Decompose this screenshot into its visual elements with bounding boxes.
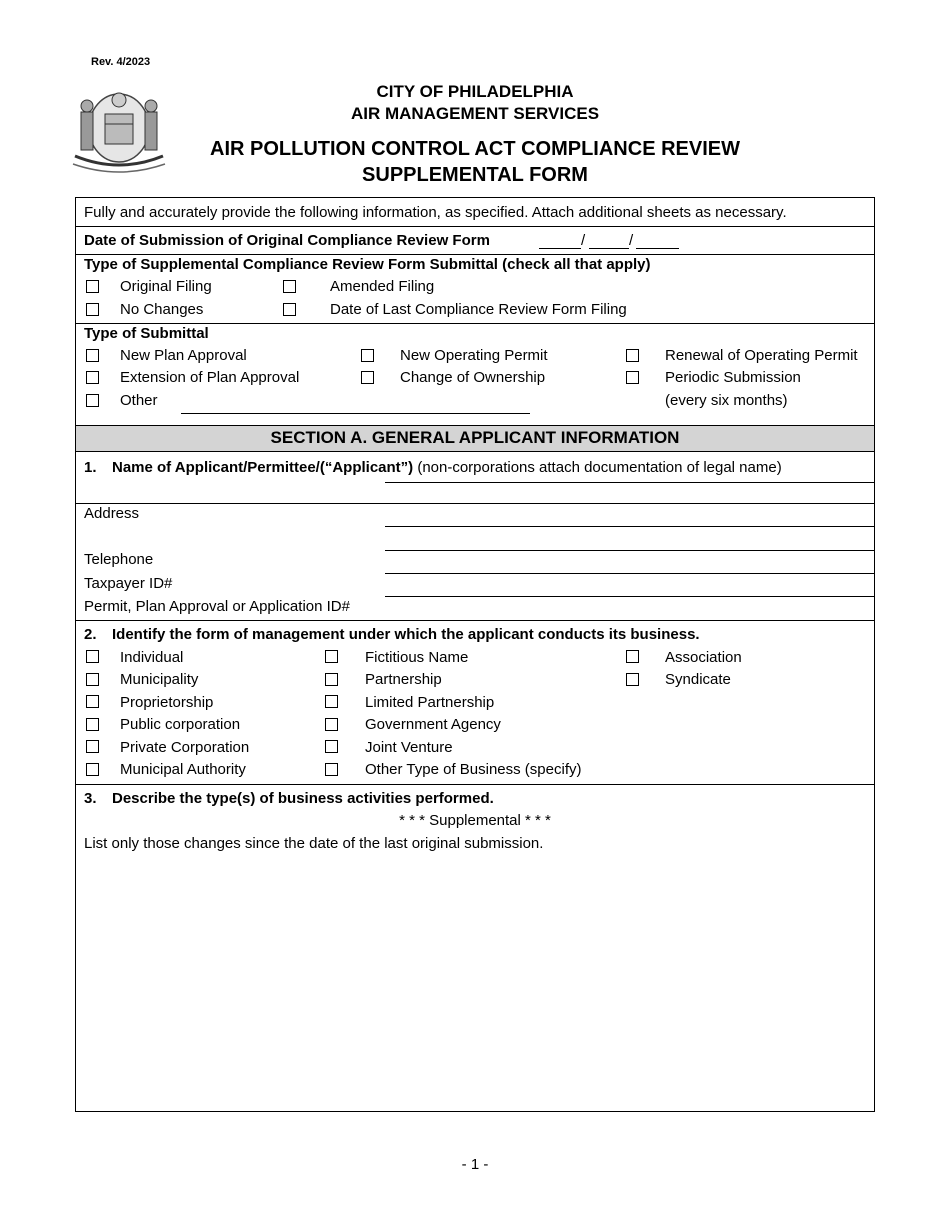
address-label: Address [84,505,140,522]
city-name: CITY OF PHILADELPHIA [376,82,574,101]
amended-filing-label: Amended Filing [330,278,435,295]
date-last-filing-checkbox[interactable] [283,303,296,316]
other-business-checkbox[interactable] [325,763,338,776]
address-line-2-field[interactable] [385,550,874,551]
municipality-checkbox[interactable] [86,673,99,686]
amended-filing-checkbox[interactable] [283,280,296,293]
other-submittal-checkbox[interactable] [86,394,99,407]
business-activities-field[interactable] [82,858,868,1104]
q1-label: Name of Applicant/Permittee/(“Applicant”) [112,459,414,476]
periodic-submission-checkbox[interactable] [626,371,639,384]
department-name: AIR MANAGEMENT SERVICES [350,104,600,123]
supplemental-banner: * * * Supplemental * * * [399,812,551,829]
q3-note: List only those changes since the date of the last original submission. [84,835,544,852]
taxpayer-id-label: Taxpayer ID# [84,575,173,592]
limited-partnership-checkbox[interactable] [325,695,338,708]
supplemental-type-heading: Type of Supplemental Compliance Review Form Submittal (check all that apply) [84,256,651,273]
original-filing-label: Original Filing [120,278,212,295]
q3-label: Describe the type(s) of business activities performed. [112,790,494,807]
periodic-submission-label: Periodic Submission [665,369,801,386]
date-year-field[interactable] [636,248,679,249]
individual-checkbox[interactable] [86,650,99,663]
no-changes-checkbox[interactable] [86,303,99,316]
government-agency-checkbox[interactable] [325,718,338,731]
partnership-label: Partnership [365,671,442,688]
original-filing-checkbox[interactable] [86,280,99,293]
revision-label: Rev. 4/2023 [91,56,151,68]
date-of-submission-label: Date of Submission of Original Compliance Review Form [84,232,490,249]
fictitious-name-label: Fictitious Name [365,649,469,666]
instructions-text: Fully and accurately provide the following information, as specified. Attach additional sheets as necessary. [84,204,787,221]
q1-number: 1. [84,459,97,476]
q3-number: 3. [84,790,97,807]
association-label: Association [665,649,742,666]
date-separator: / [629,232,634,249]
new-operating-permit-label: New Operating Permit [400,347,548,364]
form-title: AIR POLLUTION CONTROL ACT COMPLIANCE REVIEW [210,138,740,160]
extension-plan-approval-label: Extension of Plan Approval [120,369,300,386]
telephone-field[interactable] [385,573,874,574]
private-corporation-label: Private Corporation [120,739,250,756]
association-checkbox[interactable] [626,650,639,663]
partnership-checkbox[interactable] [325,673,338,686]
permit-id-label: Permit, Plan Approval or Application ID# [84,598,350,615]
submittal-type-heading: Type of Submittal [84,325,209,342]
joint-venture-label: Joint Venture [365,739,453,756]
applicant-name-field[interactable] [385,482,874,483]
change-of-ownership-checkbox[interactable] [361,371,374,384]
municipal-authority-label: Municipal Authority [120,761,246,778]
extension-plan-approval-checkbox[interactable] [86,371,99,384]
public-corporation-checkbox[interactable] [86,718,99,731]
page-number: - 1 - [461,1156,489,1173]
individual-label: Individual [120,649,184,666]
private-corporation-checkbox[interactable] [86,740,99,753]
new-plan-approval-checkbox[interactable] [86,349,99,362]
municipal-authority-checkbox[interactable] [86,763,99,776]
q1-note: (non-corporations attach documentation of legal name) [413,459,782,476]
change-of-ownership-label: Change of Ownership [400,369,546,386]
compliance-form [75,197,875,1112]
date-separator: / [581,232,586,249]
municipality-label: Municipality [120,671,199,688]
q2-label: Identify the form of management under which the applicant conducts its business. [112,626,700,643]
syndicate-label: Syndicate [665,671,731,688]
other-submittal-label: Other [120,392,158,409]
new-operating-permit-checkbox[interactable] [361,349,374,362]
periodic-note: (every six months) [665,392,788,409]
new-plan-approval-label: New Plan Approval [120,347,247,364]
joint-venture-checkbox[interactable] [325,740,338,753]
form-subtitle: SUPPLEMENTAL FORM [362,164,588,186]
date-last-filing-label: Date of Last Compliance Review Form Filing [330,301,627,318]
date-month-field[interactable] [539,248,581,249]
section-a-title: SECTION A. GENERAL APPLICANT INFORMATION [270,428,680,447]
limited-partnership-label: Limited Partnership [365,694,495,711]
renewal-operating-permit-label: Renewal of Operating Permit [665,347,858,364]
telephone-label: Telephone [84,551,154,568]
proprietorship-checkbox[interactable] [86,695,99,708]
other-business-label: Other Type of Business (specify) [365,761,582,778]
proprietorship-label: Proprietorship [120,694,214,711]
taxpayer-id-field[interactable] [385,596,874,597]
q2-number: 2. [84,626,97,643]
other-submittal-field[interactable] [181,413,530,414]
no-changes-label: No Changes [120,301,204,318]
fictitious-name-checkbox[interactable] [325,650,338,663]
syndicate-checkbox[interactable] [626,673,639,686]
q1-question [112,459,782,477]
government-agency-label: Government Agency [365,716,501,733]
address-line-1-field[interactable] [385,526,874,527]
date-day-field[interactable] [589,248,629,249]
renewal-operating-permit-checkbox[interactable] [626,349,639,362]
public-corporation-label: Public corporation [120,716,241,733]
